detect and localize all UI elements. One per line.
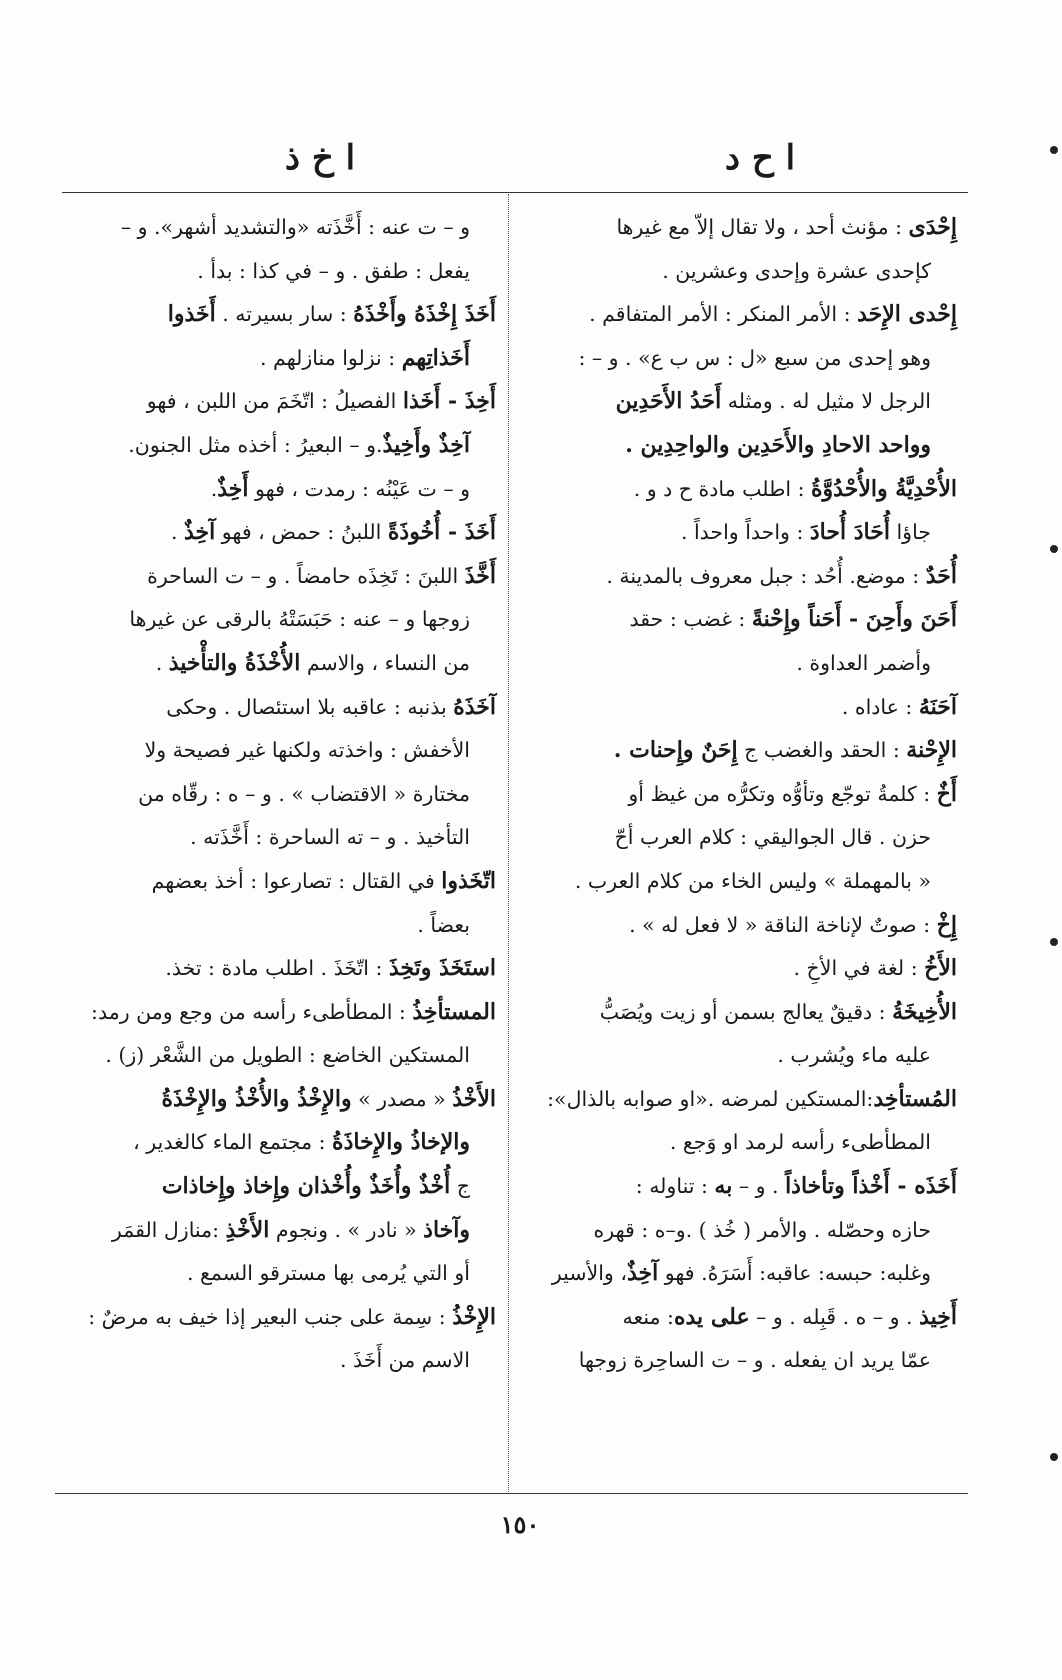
entry-line: أَخَذَ - أُخُوذَةً اللبنُ : حمض ، فهو آخِذٌ . xyxy=(170,519,496,546)
entry-line: من النساء ، والاسم الأُخْذَةُ والتأْخيذ . xyxy=(155,649,470,676)
right-column xyxy=(522,206,957,1383)
entry-line: التأخيذ . و – ته الساحرة : أَخَّذَته . xyxy=(190,825,470,850)
entry-line: حازه وحصّله . والأمر ( خُذ ) .و–ه : قهره xyxy=(593,1217,931,1242)
entry-line: وآخاذ « نادر » . ونجوم الأَخْذِ :منازل القمَر xyxy=(111,1216,470,1243)
left-column xyxy=(64,206,496,1383)
entry-line: وهو إحدى من سبع «ل : س ب ع» . و – : xyxy=(578,345,931,370)
top-rule xyxy=(62,192,968,193)
entry-line: آحَنَهُ : عاداه . xyxy=(841,693,957,720)
entry-line: المطأطىء رأسه لرمد او وَجع . xyxy=(669,1130,931,1155)
entry-line: والإخاذُ والإِخاذَةُ : مجتمع الماء كالغدير ، xyxy=(133,1129,470,1156)
entry-line: أو التي يُرمى بها مسترقو السمع . xyxy=(186,1261,470,1286)
entry-line: الاسم من أَخَذَ . xyxy=(340,1348,470,1373)
entry-line: « بالمهملة » وليس الخاء من كلام العرب . xyxy=(574,868,931,893)
entry-line: إِحْدى الإِحَد : الأمر المنكر : الأمر المتفاقم . xyxy=(589,301,957,328)
entry-line: عمّا يريد ان يفعله . و – ت الساحِرة زوجها xyxy=(578,1348,931,1373)
entry-line: بعضاً . xyxy=(417,912,470,937)
entry-line: أُحَدٌ : موضع. أُحُد : جبل معروف بالمدينة . xyxy=(606,562,957,589)
entry-line: أَخٌ : كلمةُ توجّع وتأوُّه وتكرُّه من غيظ أو xyxy=(628,780,957,807)
edge-mark xyxy=(1050,545,1058,553)
edge-mark xyxy=(1050,146,1058,154)
edge-mark xyxy=(1050,1453,1058,1461)
entry-line: و – ت عَيْنُه : رمدت ، فهو أَخِذٌ. xyxy=(210,475,470,502)
entry-line: الأَخُ : لغة في الأخِ . xyxy=(793,955,957,982)
entry-line: استَخَذَ وتَخِذَ : اتّخَذَ . اطلب مادة : تخذ. xyxy=(165,955,496,982)
entry-line: أَخَّذَ اللبنَ : تَخِذَه حامضاً . و – ت الساحرة xyxy=(147,562,496,589)
entry-line: المُستأخِد:المستكين لمرضه .«او صوابه بالذال»: xyxy=(547,1085,957,1112)
entry-line: جاؤا أُحَادَ أُحادَ : واحداً واحداً . xyxy=(680,519,931,546)
entry-line: الرجل لا مثيل له . ومثله أَحَدُ الأَحَدِين xyxy=(615,388,931,415)
entry-line: إِخْ : صوتٌ لإناخة الناقة « لا فعل له » . xyxy=(629,911,957,938)
entry-line: الأُخِيخَةُ : دقيقٌ يعالج بسمن أو زيت ويُصَبُّ xyxy=(599,998,957,1025)
running-head-right: ا ح د xyxy=(724,138,796,178)
page-number: ١٥٠ xyxy=(500,1510,540,1539)
entry-line: عليه ماء ويُشرب . xyxy=(777,1043,931,1068)
entry-line: المستأخِذُ : المطأطىء رأسه من وجع ومن رمد: xyxy=(91,998,496,1025)
entry-line: الأُحْدِيَّةُ والأُحْدُوَّةُ : اطلب مادة ح د و . xyxy=(633,475,957,502)
entry-line: آخِذٌ وأَخِيذٌ.و – البعيرُ : أخذه مثل الجنون. xyxy=(128,431,470,458)
entry-line: اتّخَذوا في القتال : تصارعوا : أخذ بعضهم xyxy=(151,867,496,894)
entry-line: آخَذَهُ بذنبه : عاقبه بلا استئصال . وحكى xyxy=(166,693,496,720)
running-head-left: ا خ ذ xyxy=(284,138,356,178)
column-divider xyxy=(508,194,509,1492)
entry-line: ج أُخْذٌ وأُخَذٌ وأُخْذان وإِخاذ وإِخاذات xyxy=(161,1173,470,1200)
entry-line: حزن . قال الجواليقي : كلام العرب أحّ xyxy=(614,825,931,850)
entry-line: وغلبه: حبسه: عاقبه: أَسَرَهُ. فهو آخِذٌ، والأسير xyxy=(551,1260,931,1287)
entry-line: و – ت عنه : أَخَّذَته «والتشديد أشهر». و – xyxy=(120,215,470,239)
entry-line: أَخِذَ - أَخَذا الفصيلُ : اتّخَمَ من اللبن ، فهو xyxy=(146,388,496,415)
entry-line: زوجها و – عنه : حَبَسَتْهُ بالرقى عن غيرها xyxy=(129,607,470,632)
entry-line: أَخَذَه - أَخْذاً وتأخاذاً . و – به : تناوله : xyxy=(635,1173,957,1200)
entry-line: الأخفش : واخذته ولكنها غير فصيحة ولا xyxy=(144,738,470,763)
entry-line: إِحْدَى : مؤنث أحد ، ولا تقال إلاّ مع غيرها xyxy=(616,214,957,240)
entry-line: المستكين الخاضع : الطويل من الشَّعْر (ز) . xyxy=(105,1043,470,1068)
entry-line: كإحدى عشرة وإحدى وعشرين . xyxy=(662,258,931,283)
entry-line: وواحد الاحادِ والأَحَدِين والواحِدِين . xyxy=(625,431,931,458)
entry-line: أَخَذاتِهم : نزلوا منازلهم . xyxy=(260,344,470,371)
entry-line: الأَخْذُ « مصدر » والإِخْذُ والأُخْذُ والإِخْذَةُ xyxy=(161,1085,496,1112)
entry-line: مختارة « الاقتضاب » . و – ه : رقّاه من xyxy=(138,781,470,806)
entry-line: الإِخْذُ : سِمة على جنب البعير إذا خيف به مرضٌ : xyxy=(88,1303,496,1330)
bottom-rule xyxy=(55,1493,968,1494)
entry-line: أَخَذَ إِخْذَهُ وأَخْذَهُ : سار بسيرته . أَخَذوا xyxy=(167,301,496,328)
entry-line: الإِحْنة : الحقد والغضب ج إِحَنٌ وإِحنات . xyxy=(613,737,957,764)
entry-line: أَحَنَ وأَحِنَ - أَحَناً وإِحْنةً : غضب : حقد xyxy=(629,606,957,633)
entry-line: يفعل : طفق . و – في كذا : بدأ . xyxy=(197,258,470,283)
edge-mark xyxy=(1050,938,1058,946)
entry-line: أَخِيذ . و – ه . قَبِله . و – على يده: منعه xyxy=(622,1303,957,1330)
entry-line: وأضمر العداوة . xyxy=(796,650,931,675)
